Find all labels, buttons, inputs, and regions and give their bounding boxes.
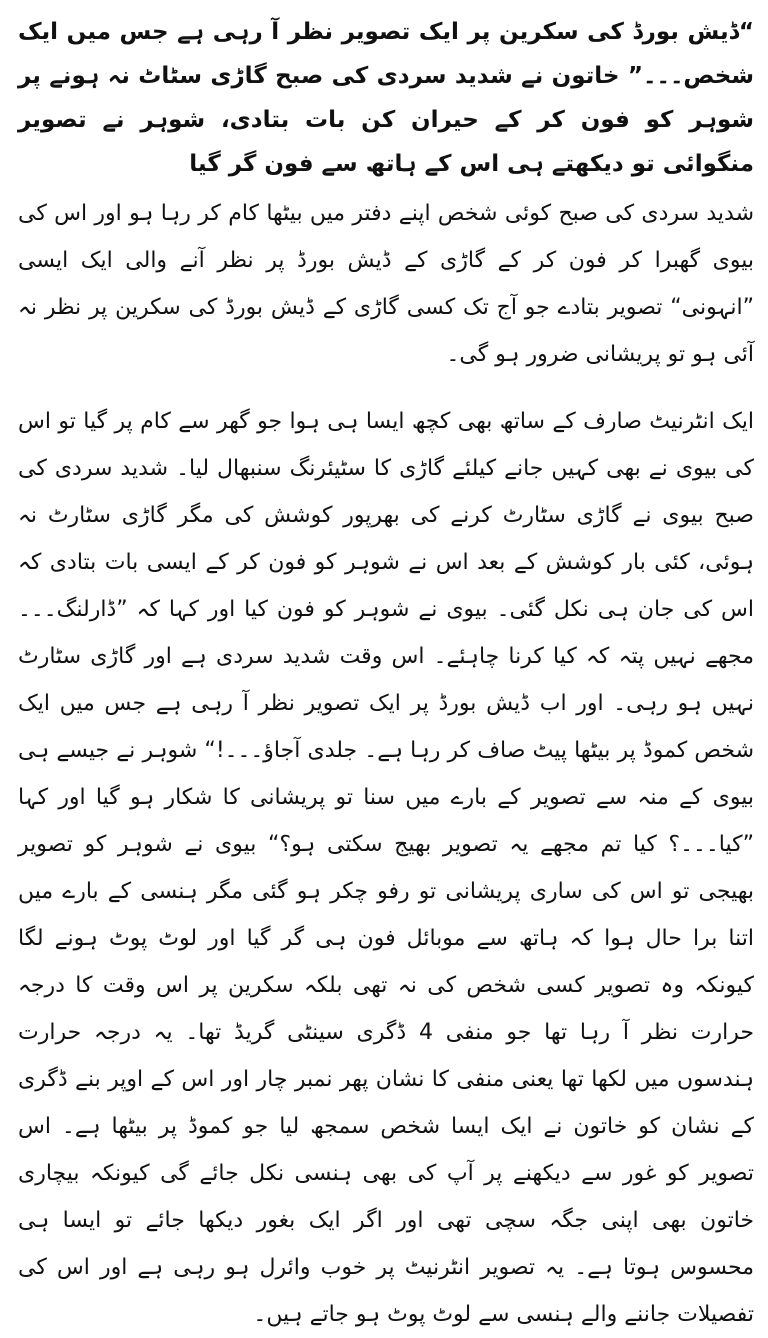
article-paragraph-body: ایک انٹرنیٹ صارف کے ساتھ بھی کچھ ایسا ہی ہوا جو گھر سے کام پر گیا تو اس کی بیوی نے بھی کہیں جانے کیلئے گاڑی کا سٹیئرنگ سنبھال لیا۔ شدید سردی کی صبح بیوی نے گاڑی سٹارٹ کرنے کی بھرپور کوشش کی مگر گاڑی سٹارٹ نہ ہوئی، کئی بار کوشش کے بعد اس نے شوہر کو فون کر کے ایسی بات بتادی کہ اس کی جان ہی نکل گئی۔ بیوی نے شوہر کو فون کیا اور کہا کہ ”ڈارلنگ۔۔۔ مجھے نہیں پتہ کہ کیا کرنا چاہئے۔ اس وقت شدید سردی ہے اور گاڑی سٹارٹ نہیں ہو رہی۔ اور اب ڈیش بورڈ پر ایک تصویر نظر آ رہی ہے جس میں ایک شخص کموڈ پر بیٹھا پیٹ صاف کر رہا ہے۔ جلدی آجاؤ۔۔۔!“ شوہر نے جیسے ہی بیوی کے منہ سے تصویر کے بارے میں سنا تو پریشانی کا شکار ہو گیا اور کہا ”کیا۔۔۔؟ کیا تم مجھے یہ تصویر بھیج سکتی ہو؟“ بیوی نے شوہر کو تصویر بھیجی تو اس کی ساری پریشانی تو رفو چکر ہو گئی مگر ہنسی کے بارے میں اتنا برا حال ہوا کہ ہاتھ سے موبائل فون ہی گر گیا اور لوٹ پوٹ ہونے لگا کیونکہ وہ تصویر کسی شخص کی نہ تھی بلکہ سکرین پر اس وقت کا درجہ حرارت نظر آ رہا تھا جو منفی 4 ڈگری سینٹی گریڈ تھا۔ یہ درجہ حرارت ہندسوں میں لکھا تھا یعنی منفی کا نشان پھر نمبر چار اور اس کے اوپر بنے ڈگری کے نشان کو خاتون نے ایک ایسا شخص سمجھ لیا جو کموڈ پر بیٹھا ہے۔ اس تصویر کو غور سے دیکھنے پر آپ کی بھی ہنسی نکل جائے گی کیونکہ بیچاری خاتون بھی اپنی جگہ سچی تھی اور اگر ایک بغور دیکھا جائے تو ایسا ہی محسوس ہوتا ہے۔ یہ تصویر انٹرنیٹ پر خوب وائرل ہو رہی ہے اور اس کی تفصیلات جاننے والے ہنسی سے لوٹ پوٹ ہو جاتے ہیں۔ xyxy=(18,409,754,1327)
article-headline: “ڈیش بورڈ کی سکرین پر ایک تصویر نظر آ رہی ہے جس میں ایک شخص۔۔۔” خاتون نے شدید سردی کی صبح گاڑی سٹاٹ نہ ہونے پر شوہر کو فون کر کے حیران کن بات بتادی، شوہر نے تصویر منگوائی تو دیکھتے ہی اس کے ہاتھ سے فون گر گیا xyxy=(18,19,754,177)
article-paragraph-intro: شدید سردی کی صبح کوئی شخص اپنے دفتر میں بیٹھا کام کر رہا ہو اور اس کی بیوی گھبرا کر فون کر کے گاڑی کے ڈیش بورڈ پر نظر آنے والی ایک ایسی ”انہونی“ تصویر بتادے جو آج تک کسی گاڑی کے ڈیش بورڈ کی سکرین پر نظر نہ آئی ہو تو پریشانی ضرور ہو گی۔ xyxy=(18,201,754,367)
